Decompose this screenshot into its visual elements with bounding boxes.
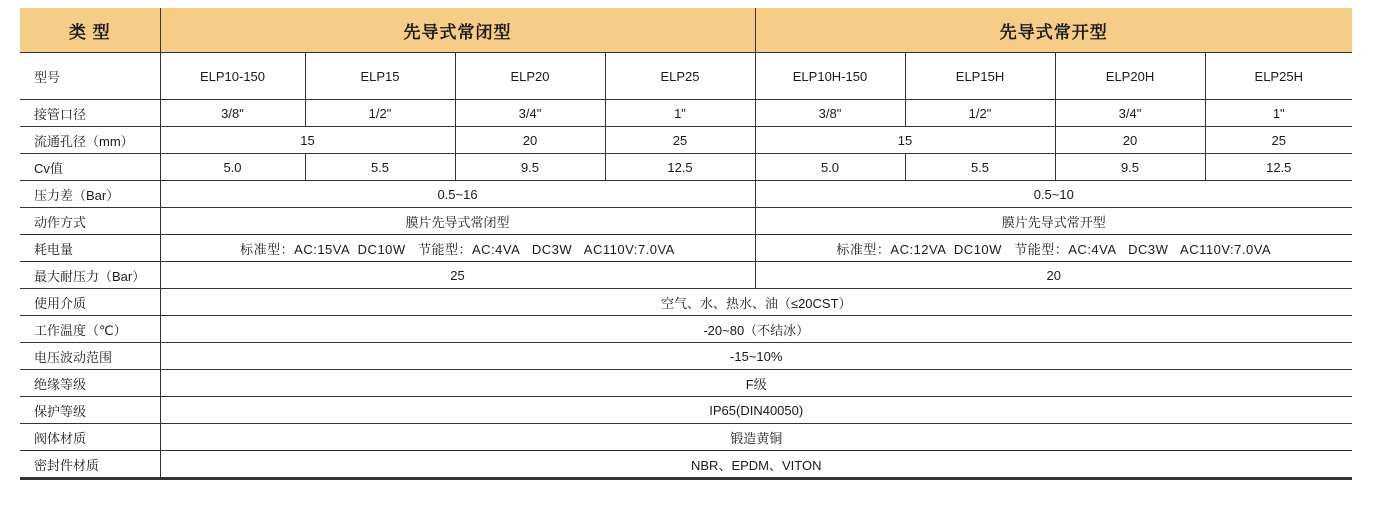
max-pressure-open: 20 xyxy=(755,262,1352,289)
pipe-port-cell: 3/4" xyxy=(1055,100,1205,127)
cv-cell: 5.0 xyxy=(160,154,305,181)
row-label-power: 耗电量 xyxy=(20,235,160,262)
medium-row xyxy=(20,289,1352,316)
temperature-row xyxy=(20,316,1352,343)
protection-value: IP65(DIN40050) xyxy=(160,397,1352,424)
orifice-cell: 20 xyxy=(455,127,605,154)
pressure-diff-closed: 0.5~16 xyxy=(160,181,755,208)
cv-row xyxy=(20,154,1352,181)
orifice-cell: 15 xyxy=(160,127,455,154)
row-label-max-pressure: 最大耐压力（Bar） xyxy=(20,262,160,289)
cv-cell: 5.0 xyxy=(755,154,905,181)
pipe-port-cell: 1/2" xyxy=(905,100,1055,127)
group-header-normally-closed: 先导式常闭型 xyxy=(160,8,755,53)
model-cell: ELP15H xyxy=(905,53,1055,100)
pressure-diff-row xyxy=(20,181,1352,208)
cv-cell: 5.5 xyxy=(905,154,1055,181)
insulation-row xyxy=(20,370,1352,397)
pipe-port-row xyxy=(20,100,1352,127)
body-material-value: 锻造黄铜 xyxy=(160,424,1352,451)
temperature-value: -20~80（不结冰） xyxy=(160,316,1352,343)
row-label-pipe-port: 接管口径 xyxy=(20,100,160,127)
operation-row xyxy=(20,208,1352,235)
seal-material-value: NBR、EPDM、VITON xyxy=(160,451,1352,479)
row-label-body-material: 阀体材质 xyxy=(20,424,160,451)
power-open: 标准型：AC:12VA DC10W 节能型：AC:4VA DC3W AC110V:7.0VA xyxy=(755,235,1352,262)
row-label-cv: Cv值 xyxy=(20,154,160,181)
body-material-row xyxy=(20,424,1352,451)
model-cell: ELP10H-150 xyxy=(755,53,905,100)
max-pressure-closed: 25 xyxy=(160,262,755,289)
orifice-row xyxy=(20,127,1352,154)
cv-cell: 9.5 xyxy=(455,154,605,181)
pipe-port-cell: 3/8" xyxy=(755,100,905,127)
pipe-port-cell: 3/4" xyxy=(455,100,605,127)
pipe-port-cell: 1/2" xyxy=(305,100,455,127)
model-cell: ELP10-150 xyxy=(160,53,305,100)
cv-cell: 12.5 xyxy=(605,154,755,181)
model-cell: ELP25 xyxy=(605,53,755,100)
row-label-temperature: 工作温度（℃） xyxy=(20,316,160,343)
cv-cell: 5.5 xyxy=(305,154,455,181)
cv-cell: 9.5 xyxy=(1055,154,1205,181)
valve-spec-table xyxy=(20,8,1352,480)
power-closed: 标准型：AC:15VA DC10W 节能型：AC:4VA DC3W AC110V:7.0VA xyxy=(160,235,755,262)
orifice-cell: 20 xyxy=(1055,127,1205,154)
voltage-range-value: -15~10% xyxy=(160,343,1352,370)
row-label-pressure-diff: 压力差（Bar） xyxy=(20,181,160,208)
row-label-medium: 使用介质 xyxy=(20,289,160,316)
row-label-protection: 保护等级 xyxy=(20,397,160,424)
model-cell: ELP20 xyxy=(455,53,605,100)
pipe-port-cell: 1" xyxy=(605,100,755,127)
row-label-model: 型号 xyxy=(20,53,160,100)
cv-cell: 12.5 xyxy=(1205,154,1352,181)
insulation-value: F级 xyxy=(160,370,1352,397)
operation-closed: 膜片先导式常闭型 xyxy=(160,208,755,235)
operation-open: 膜片先导式常开型 xyxy=(755,208,1352,235)
row-label-insulation: 绝缘等级 xyxy=(20,370,160,397)
voltage-range-row xyxy=(20,343,1352,370)
model-row xyxy=(20,53,1352,100)
pipe-port-cell: 1" xyxy=(1205,100,1352,127)
row-label-seal-material: 密封件材质 xyxy=(20,451,160,479)
spec-sheet xyxy=(20,8,1352,480)
header-row xyxy=(20,8,1352,53)
power-row xyxy=(20,235,1352,262)
orifice-cell: 25 xyxy=(1205,127,1352,154)
model-cell: ELP20H xyxy=(1055,53,1205,100)
row-label-voltage-range: 电压波动范围 xyxy=(20,343,160,370)
medium-value: 空气、水、热水、油（≤20CST） xyxy=(160,289,1352,316)
model-cell: ELP15 xyxy=(305,53,455,100)
type-header: 类 型 xyxy=(20,8,160,53)
model-cell: ELP25H xyxy=(1205,53,1352,100)
row-label-orifice: 流通孔径（mm） xyxy=(20,127,160,154)
protection-row xyxy=(20,397,1352,424)
group-header-normally-open: 先导式常开型 xyxy=(755,8,1352,53)
max-pressure-row xyxy=(20,262,1352,289)
pressure-diff-open: 0.5~10 xyxy=(755,181,1352,208)
pipe-port-cell: 3/8" xyxy=(160,100,305,127)
row-label-operation: 动作方式 xyxy=(20,208,160,235)
orifice-cell: 15 xyxy=(755,127,1055,154)
orifice-cell: 25 xyxy=(605,127,755,154)
seal-material-row xyxy=(20,451,1352,479)
